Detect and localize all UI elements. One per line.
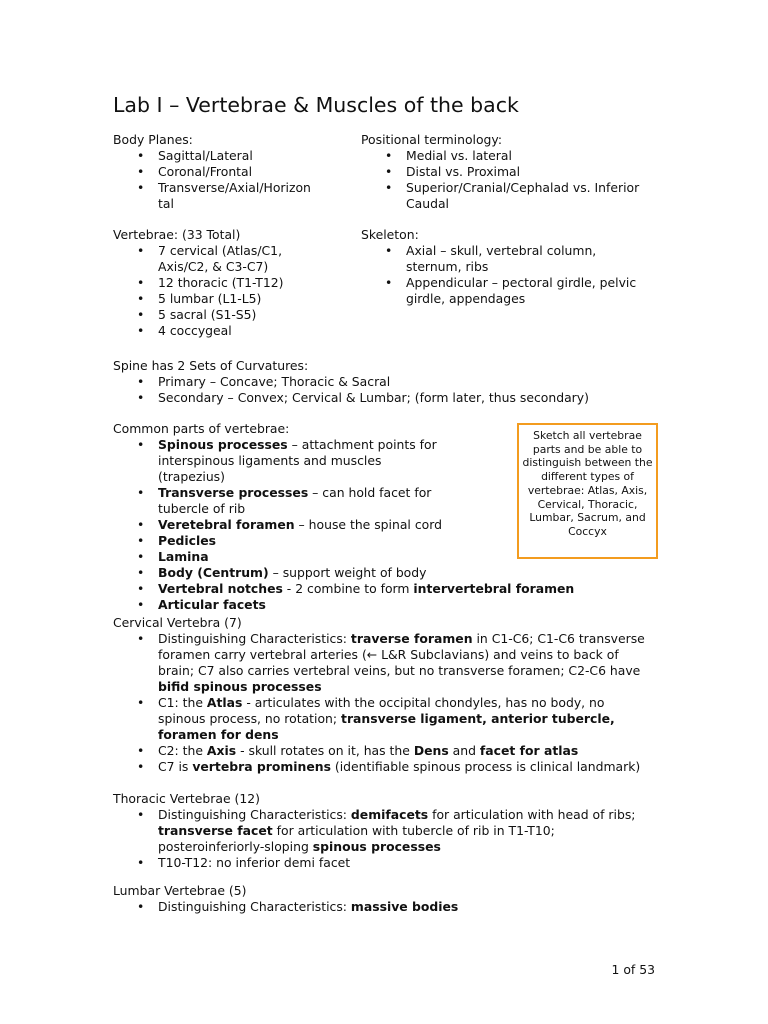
text: (identifiable spinous process is clinical landmark) (330, 759, 641, 774)
curvatures-heading: Spine has 2 Sets of Curvatures: (113, 358, 309, 373)
cervical-list (113, 631, 653, 775)
list-item (113, 597, 593, 613)
term: facet for atlas (479, 743, 579, 758)
text: Distinguishing Characteristics: (158, 631, 351, 646)
cervical-section (113, 615, 653, 775)
cervical-heading: Cervical Vertebra (7) (113, 615, 242, 630)
list-item: • Coronal/Frontal (113, 164, 328, 180)
list-item: • 5 sacral (S1-S5) (113, 307, 328, 323)
list-item: • Appendicular – pectoral girdle, pelvic girdle, appendages (361, 275, 651, 307)
term: Transverse processes (158, 485, 309, 500)
list-item: • Medial vs. lateral (361, 148, 651, 164)
term: Axis (206, 743, 237, 758)
list-item (113, 581, 593, 597)
list-item: • Sagittal/Lateral (113, 148, 328, 164)
list-item (113, 695, 653, 743)
body-planes-heading: Body Planes: (113, 132, 193, 147)
page-title: Lab I – Vertebrae & Muscles of the back (113, 93, 519, 117)
text: Distinguishing Characteristics: (158, 807, 351, 822)
term: Spinous processes (158, 437, 288, 452)
thoracic-section (113, 791, 653, 871)
thoracic-heading: Thoracic Vertebrae (12) (113, 791, 260, 806)
text: - articulates with the occipital chondyles, has no body, no spinous process, no rotation; (158, 695, 605, 726)
term: Dens (413, 743, 449, 758)
thoracic-list (113, 807, 653, 871)
body-planes-list (113, 148, 328, 212)
list-item: • Superior/Cranial/Cephalad vs. Inferior Caudal (361, 180, 651, 212)
list-item (113, 899, 653, 915)
definition: – attachment points for interspinous ligaments and muscles (trapezius) (158, 437, 437, 484)
skeleton-section (361, 227, 651, 307)
term: Pedicles (158, 533, 216, 548)
list-item: • Primary – Concave; Thoracic & Sacral (113, 374, 653, 390)
lumbar-section (113, 883, 653, 915)
text: for articulation with tubercle of rib in T1-T10; posteroinferiorly-sloping (158, 823, 555, 854)
definition: – house the spinal cord (294, 517, 442, 532)
sketch-note-box: Sketch all vertebrae parts and be able to distinguish between the different types of vertebrae: Atlas, Axis, Cervical, Thoracic, Lumbar, Sacrum, and Coccyx (517, 423, 658, 559)
term: Body (Centrum) (158, 565, 269, 580)
list-item: • 4 coccygeal (113, 323, 328, 339)
list-item: • 5 lumbar (L1-L5) (113, 291, 328, 307)
list-item: • Axial – skull, vertebral column, sternum, ribs (361, 243, 651, 275)
text: C1: the (158, 695, 207, 710)
term: transverse facet (158, 823, 273, 838)
text: and (448, 743, 480, 758)
lumbar-list (113, 899, 653, 915)
definition: – can hold facet for tubercle of rib (158, 485, 432, 516)
term: massive bodies (350, 899, 459, 914)
term: traverse foramen (350, 631, 473, 646)
list-item: • 7 cervical (Atlas/C1, Axis/C2, & C3-C7) (113, 243, 328, 275)
term: Articular facets (158, 597, 266, 612)
list-item (113, 631, 653, 695)
definition: – support weight of body (268, 565, 427, 580)
definition: - 2 combine to form (282, 581, 414, 596)
list-item: • T10-T12: no inferior demi facet (113, 855, 653, 871)
positional-heading: Positional terminology: (361, 132, 503, 147)
text: for articulation with head of ribs; (428, 807, 636, 822)
skeleton-list (361, 243, 651, 307)
skeleton-heading: Skeleton: (361, 227, 419, 242)
term: intervertebral foramen (413, 581, 575, 596)
list-item: • 12 thoracic (T1-T12) (113, 275, 328, 291)
list-item: • Secondary – Convex; Cervical & Lumbar; (form later, thus secondary) (113, 390, 653, 406)
text: Distinguishing Characteristics: (158, 899, 351, 914)
body-planes-section (113, 132, 328, 212)
list-item (113, 565, 593, 581)
term: transverse ligament, anterior tubercle, foramen for dens (158, 711, 615, 742)
positional-section (361, 132, 651, 212)
text: in C1-C6; C1-C6 transverse foramen carry vertebral arteries (← L&R Subclavians) and veins to back of brain; C7 also carries vertebral veins, but no transverse foramen; C2-C6 have (158, 631, 645, 678)
curvatures-list (113, 374, 653, 406)
term: Atlas (206, 695, 243, 710)
curvatures-section (113, 358, 653, 406)
text: C2: the (158, 743, 207, 758)
list-item: • Distal vs. Proximal (361, 164, 651, 180)
common-parts-heading: Common parts of vertebrae: (113, 421, 290, 436)
list-item (113, 807, 653, 855)
term: spinous processes (312, 839, 441, 854)
list-item: • Transverse/Axial/Horizon tal (113, 180, 328, 212)
page-number: 1 of 53 (611, 962, 655, 977)
vertebrae-list (113, 243, 328, 339)
list-item (113, 743, 653, 759)
vertebrae-heading: Vertebrae: (33 Total) (113, 227, 241, 242)
term: bifid spinous processes (158, 679, 322, 694)
text: - skull rotates on it, has the (236, 743, 414, 758)
term: Lamina (158, 549, 209, 564)
term: vertebra prominens (192, 759, 331, 774)
term: demifacets (350, 807, 429, 822)
lumbar-heading: Lumbar Vertebrae (5) (113, 883, 247, 898)
text: C7 is (158, 759, 193, 774)
vertebrae-section (113, 227, 328, 339)
list-item (113, 759, 653, 775)
positional-list (361, 148, 651, 212)
term: Veretebral foramen (158, 517, 295, 532)
term: Vertebral notches (158, 581, 283, 596)
